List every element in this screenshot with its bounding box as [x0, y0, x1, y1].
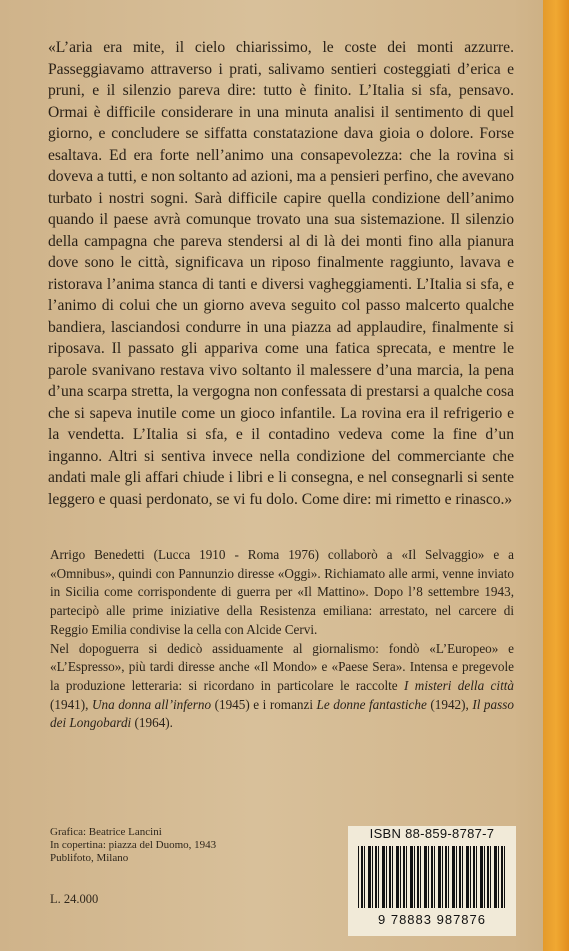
bio-text: (1945) e i romanzi — [211, 696, 317, 712]
blurb-quote — [48, 37, 514, 510]
blurb-paragraph: «L’aria era mite, il cielo chiarissimo, le coste dei monti azzurre. Passeggiavamo attraverso i prati, salivamo sentieri costeggiati d’erica e pruni, e il silenzio pareva dire: tutto è finito. L’Italia si sfa, pensavo. Ormai è difficile considerare in una minuta analisi il sentimento di quel giorno, e concludere se siffatta constatazione dava gioia o dolore. Forse esaltava. Ed era forte nell’animo una consapevolezza: che la rovina si doveva a tutti, e non soltanto ad azioni, ma a pensieri perfino, che avevano turbato i nostri sogni. Sarà difficile capire quella condizione dell’animo quando il paese avrà comunque trovato una sua sistemazione. Il silenzio della campagna che pareva stendersi al di là dei monti fino alla pianura dove sono le città, significava un riposo finalmente raggiunto, lavava e ristorava l’anima stanca di tanti e diversi vagheggiamenti. L’Italia si sfa, e l’animo di colui che un giorno aveva seguito col passo malcerto qualche bandiera, lasciandosi condurre in una piazza ad applaudire, finalmente si riposava. Il passato gli appariva come una fatica sprecata, e mentre le parole svanivano restava vivo soltanto il malessere d’una marcia, la pena d’una scarpa stretta, la vergogna non confessata di prestarsi a qualche cosa che si sapeva inutile come un gioco infantile. La rovina era il refrigerio e la vendetta. L’Italia si sfa, e il contadino vedeva come la fine d’un inganno. Altri si sentiva invece nella condizione del commerciante che andati male gli affari chiude i libri e li consegna, e nel consegnarli si sente leggero e quasi perdonato, se vi fu dolo. Come dire: mi rimetto e rinasco.» — [48, 39, 514, 508]
work-title: I misteri della città — [404, 677, 514, 693]
bio-text: Nel dopoguerra si dedicò assiduamente al giornalismo: fondò «L’Europeo» e «L’Espresso», più tardi diresse anche «Il Mondo» e «Paese Sera». Intensa e pregevole la produzione letteraria: si ricordano in particolare le raccolte — [50, 640, 514, 693]
bio-text: (1964). — [131, 715, 173, 731]
credit-photo: Publifoto, Milano — [50, 852, 129, 865]
isbn-block — [348, 826, 516, 936]
work-title: Una donna all’inferno — [91, 696, 212, 712]
credit-cover: In copertina: piazza del Duomo, 1943 — [50, 839, 217, 852]
spine-edge — [543, 0, 569, 951]
credits — [50, 826, 216, 866]
work-title: Le donne fantastiche — [316, 696, 427, 712]
isbn-label: ISBN 88-859-8787-7 — [369, 826, 495, 841]
bio-text: (1942), — [426, 696, 473, 712]
bio-paragraph-2 — [50, 640, 514, 734]
barcode-digits: 9 78883 987876 — [378, 912, 486, 927]
price: L. 24.000 — [50, 892, 99, 906]
author-bio — [50, 546, 514, 733]
bio-text: (1941), — [50, 696, 92, 712]
credit-graphics: Grafica: Beatrice Lancini — [50, 826, 162, 838]
bio-paragraph-1: Arrigo Benedetti (Lucca 1910 - Roma 1976) collaborò a «Il Selvaggio» e a «Omnibus», quindi con Pannunzio diresse «Oggi». Richiamato alle armi, venne inviato in Sicilia come corrispondente di guerra per «Il Mattino». Dopo l’8 settembre 1943, partecipò alle prime iniziative della Resistenza emiliana: arrestato, nel carcere di Reggio Emilia condivise la cella con Alcide Cervi. — [50, 547, 514, 637]
barcode — [358, 846, 506, 908]
work-title: Il passo dei Longobardi — [50, 696, 514, 731]
